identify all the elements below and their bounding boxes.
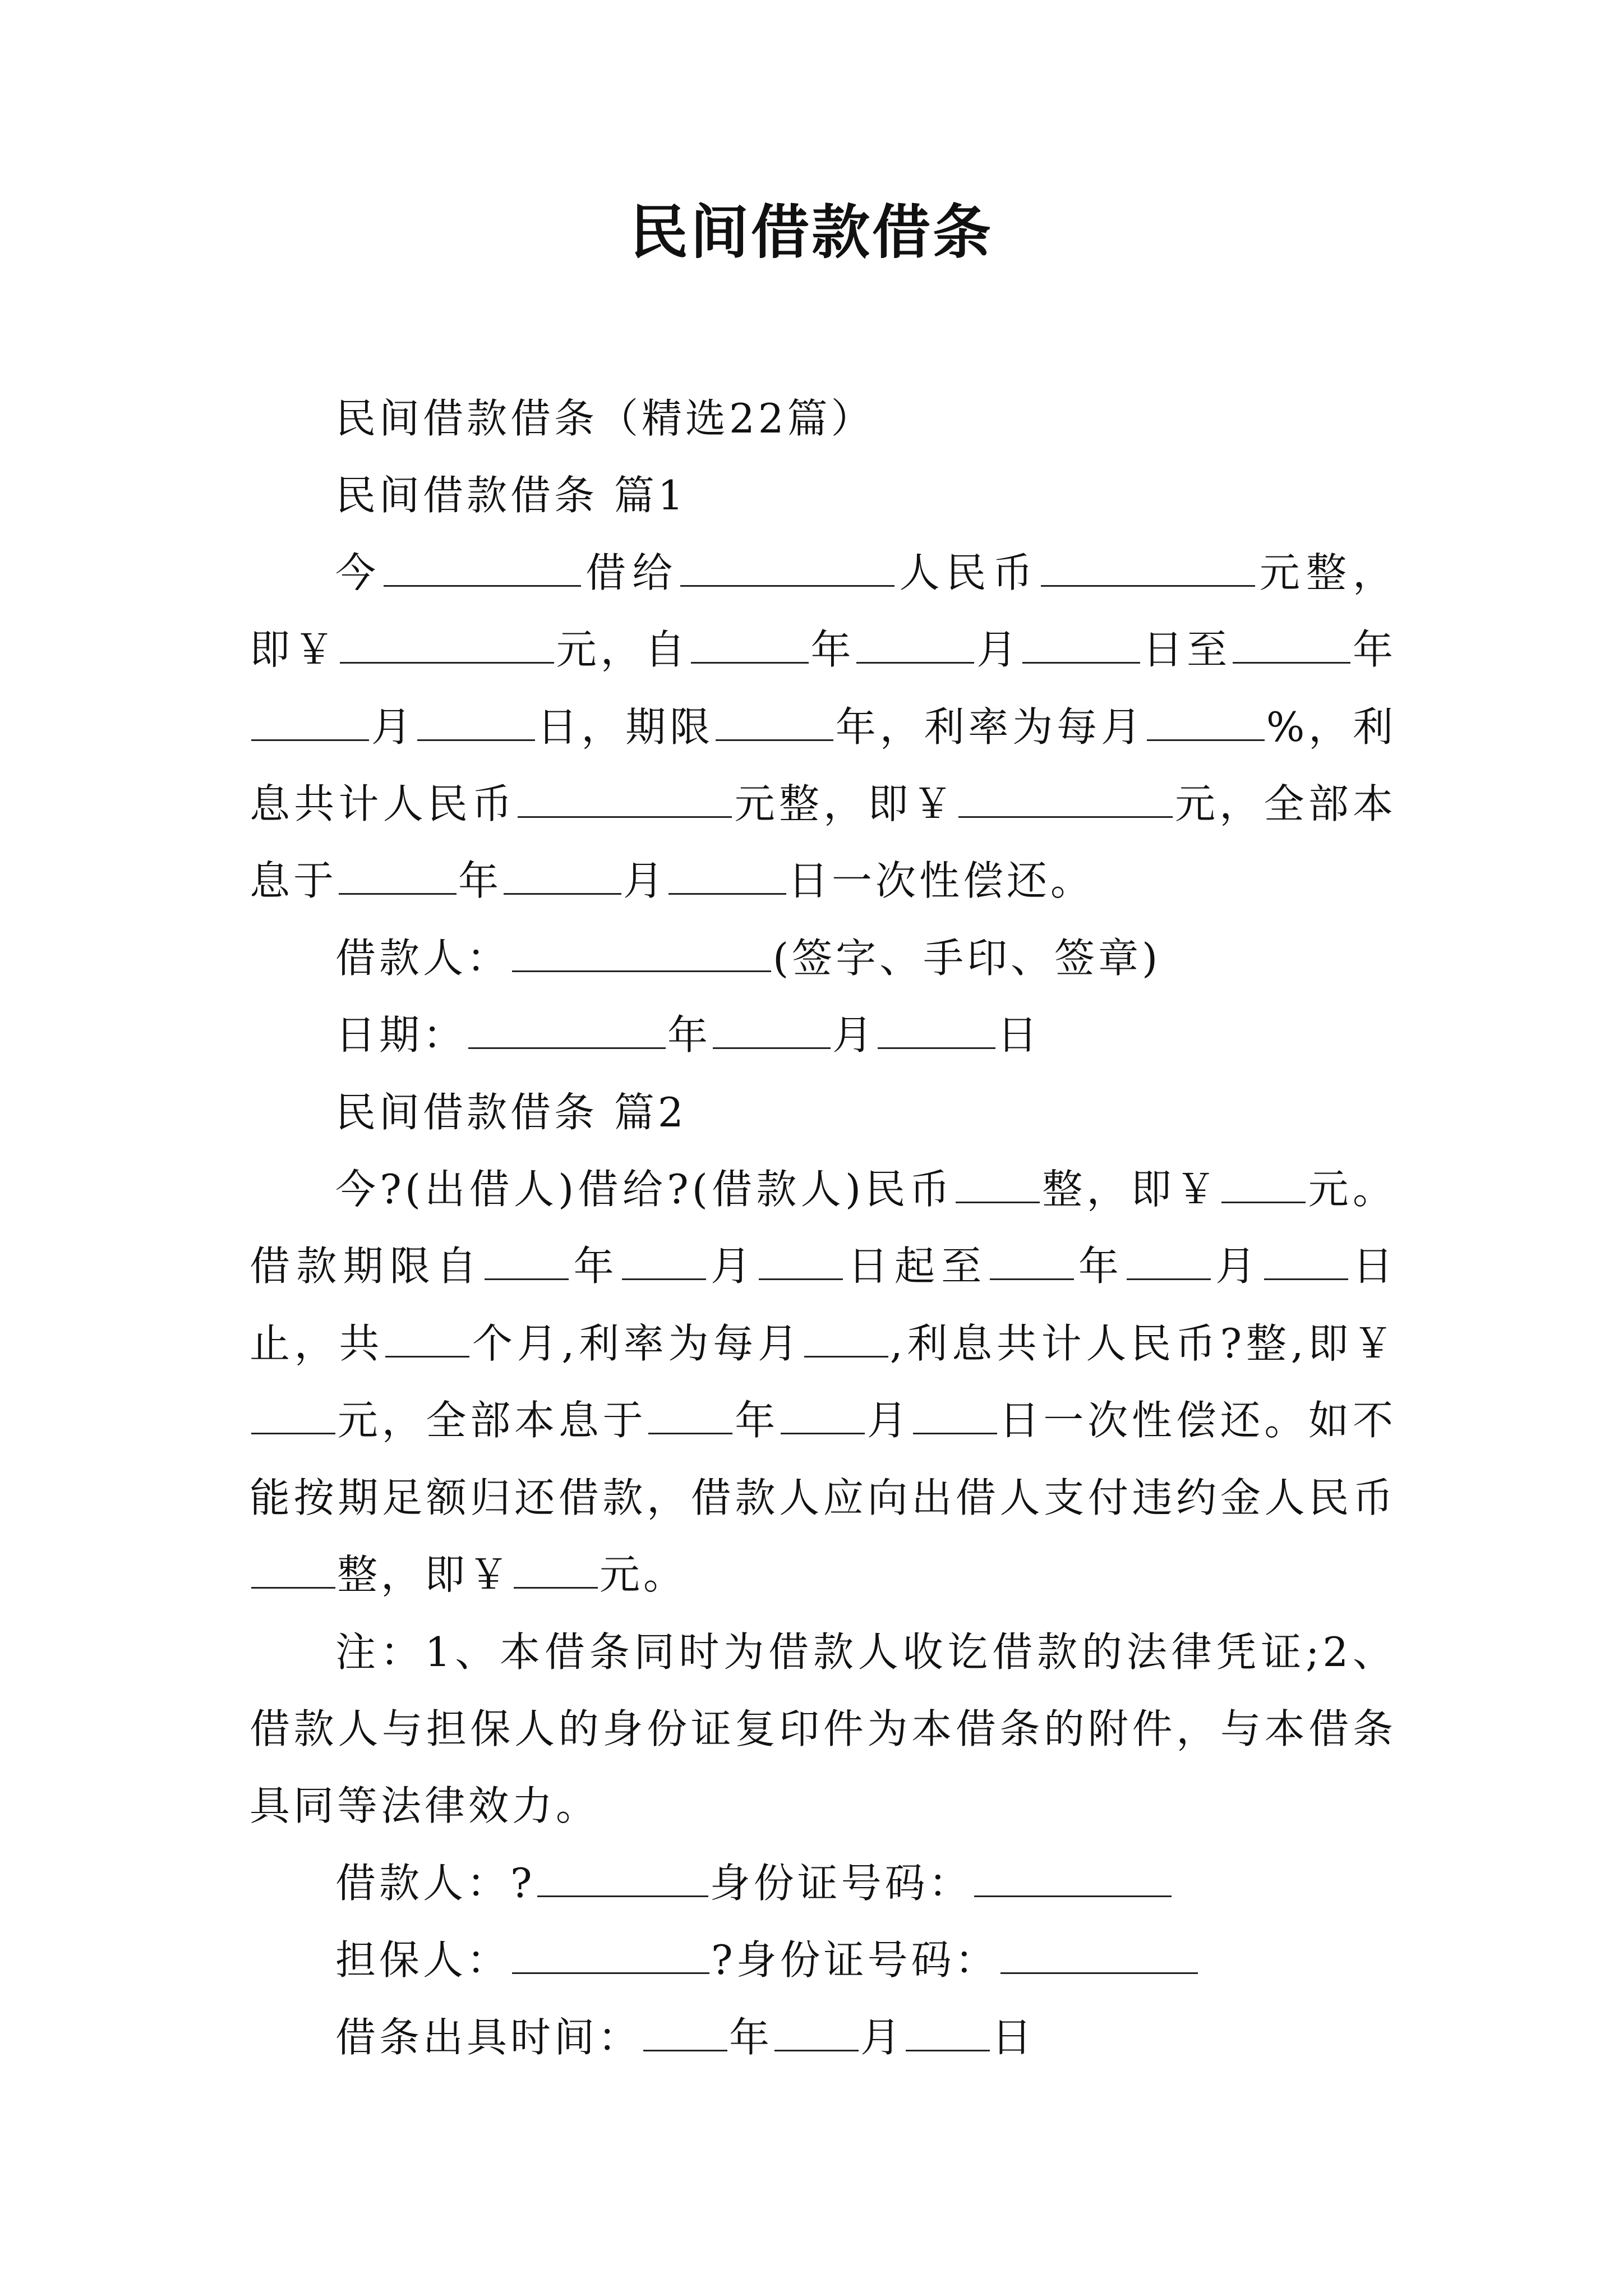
repay-month-blank[interactable] bbox=[781, 1396, 865, 1434]
monthly-rate-blank[interactable] bbox=[1147, 702, 1265, 740]
interest-words-blank[interactable] bbox=[518, 779, 732, 818]
amount-words-blank[interactable] bbox=[1041, 548, 1255, 587]
section-1-borrower-line: 借款人： (签字、手印、签章) bbox=[250, 920, 1396, 997]
borrower-blank[interactable] bbox=[680, 548, 895, 587]
date-day-blank[interactable] bbox=[878, 1010, 995, 1049]
borrower-name-blank[interactable] bbox=[537, 1858, 708, 1897]
section-2-note: 注：1、本借条同时为借款人收讫借款的法律凭证;2、借款人与担保人的身份证复印件为本借条的附件，与本借条具同等法律效力。 bbox=[250, 1628, 1396, 1830]
end-year-blank[interactable] bbox=[1233, 625, 1350, 664]
amount-words-blank[interactable] bbox=[956, 1165, 1040, 1203]
start-month-blank[interactable] bbox=[622, 1241, 706, 1280]
start-month-blank[interactable] bbox=[856, 625, 974, 664]
monthly-rate-blank[interactable] bbox=[804, 1319, 888, 1358]
section-2-guarantor-line: 担保人： ?身份证号码： bbox=[250, 1922, 1396, 1999]
section-2-heading: 民间借款借条 篇2 bbox=[335, 1088, 687, 1136]
end-year-blank[interactable] bbox=[990, 1241, 1074, 1280]
section-1-heading: 民间借款借条 篇1 bbox=[335, 472, 687, 519]
term-months-blank[interactable] bbox=[385, 1319, 469, 1358]
end-day-blank[interactable] bbox=[1264, 1241, 1348, 1280]
start-year-blank[interactable] bbox=[691, 625, 809, 664]
date-month-blank[interactable] bbox=[713, 1010, 831, 1049]
section-2-issue-date-line: 借条出具时间： 年 月 日 bbox=[250, 1999, 1396, 2076]
repay-year-blank[interactable] bbox=[339, 856, 457, 895]
amount-number-blank[interactable] bbox=[1221, 1165, 1306, 1203]
document-body bbox=[250, 380, 1396, 2076]
issue-day-blank[interactable] bbox=[906, 2012, 990, 2051]
amount-number-blank[interactable] bbox=[340, 625, 554, 664]
interest-number-blank[interactable] bbox=[251, 1396, 335, 1434]
page-title: 民间借款借条 bbox=[629, 197, 993, 266]
repay-year-blank[interactable] bbox=[648, 1396, 732, 1434]
interest-number-blank[interactable] bbox=[958, 779, 1173, 818]
guarantor-name-blank[interactable] bbox=[512, 1935, 709, 1974]
borrower-signature-blank[interactable] bbox=[512, 933, 771, 972]
start-day-blank[interactable] bbox=[759, 1241, 843, 1280]
section-2-paragraph: 今?(出借人)借给?(借款人)民币 整，即￥ 元。借款期限自 年 月 日起至 年 月 日止，共 个月,利率为每月 ,利息共计人民币?整,即￥元，全部本息于 年 月 日一次性偿还。如不能按期足额归还借款，借款人应向出借人支付违约金人民币整，即￥ 元。 bbox=[250, 1151, 1396, 1613]
borrower-id-blank[interactable] bbox=[974, 1858, 1172, 1897]
guarantor-id-blank[interactable] bbox=[1000, 1935, 1198, 1974]
penalty-number-blank[interactable] bbox=[514, 1550, 598, 1589]
end-day-blank[interactable] bbox=[417, 702, 535, 740]
section-2-borrower-line: 借款人：? 身份证号码： bbox=[250, 1845, 1396, 1922]
start-day-blank[interactable] bbox=[1022, 625, 1140, 664]
penalty-words-blank[interactable] bbox=[251, 1550, 335, 1589]
repay-day-blank[interactable] bbox=[913, 1396, 997, 1434]
repay-month-blank[interactable] bbox=[504, 856, 621, 895]
term-years-blank[interactable] bbox=[716, 702, 833, 740]
end-month-blank[interactable] bbox=[1127, 1241, 1211, 1280]
lender-blank[interactable] bbox=[384, 548, 581, 587]
end-month-blank[interactable] bbox=[251, 702, 369, 740]
section-1-paragraph: 今 借给 人民币 元整，即￥ 元，自 年 月 日至 年月 日，期限 年，利率为每月 %，利息共计人民币 元整，即￥ 元，全部本息于 年 月 日一次性偿还。 bbox=[250, 535, 1396, 920]
issue-month-blank[interactable] bbox=[774, 2012, 859, 2051]
issue-year-blank[interactable] bbox=[643, 2012, 727, 2051]
section-1-date-line: 日期： 年 月 日 bbox=[250, 997, 1396, 1074]
start-year-blank[interactable] bbox=[485, 1241, 569, 1280]
repay-day-blank[interactable] bbox=[668, 856, 786, 895]
date-year-blank[interactable] bbox=[468, 1010, 666, 1049]
document-subtitle: 民间借款借条（精选22篇） bbox=[335, 395, 875, 442]
